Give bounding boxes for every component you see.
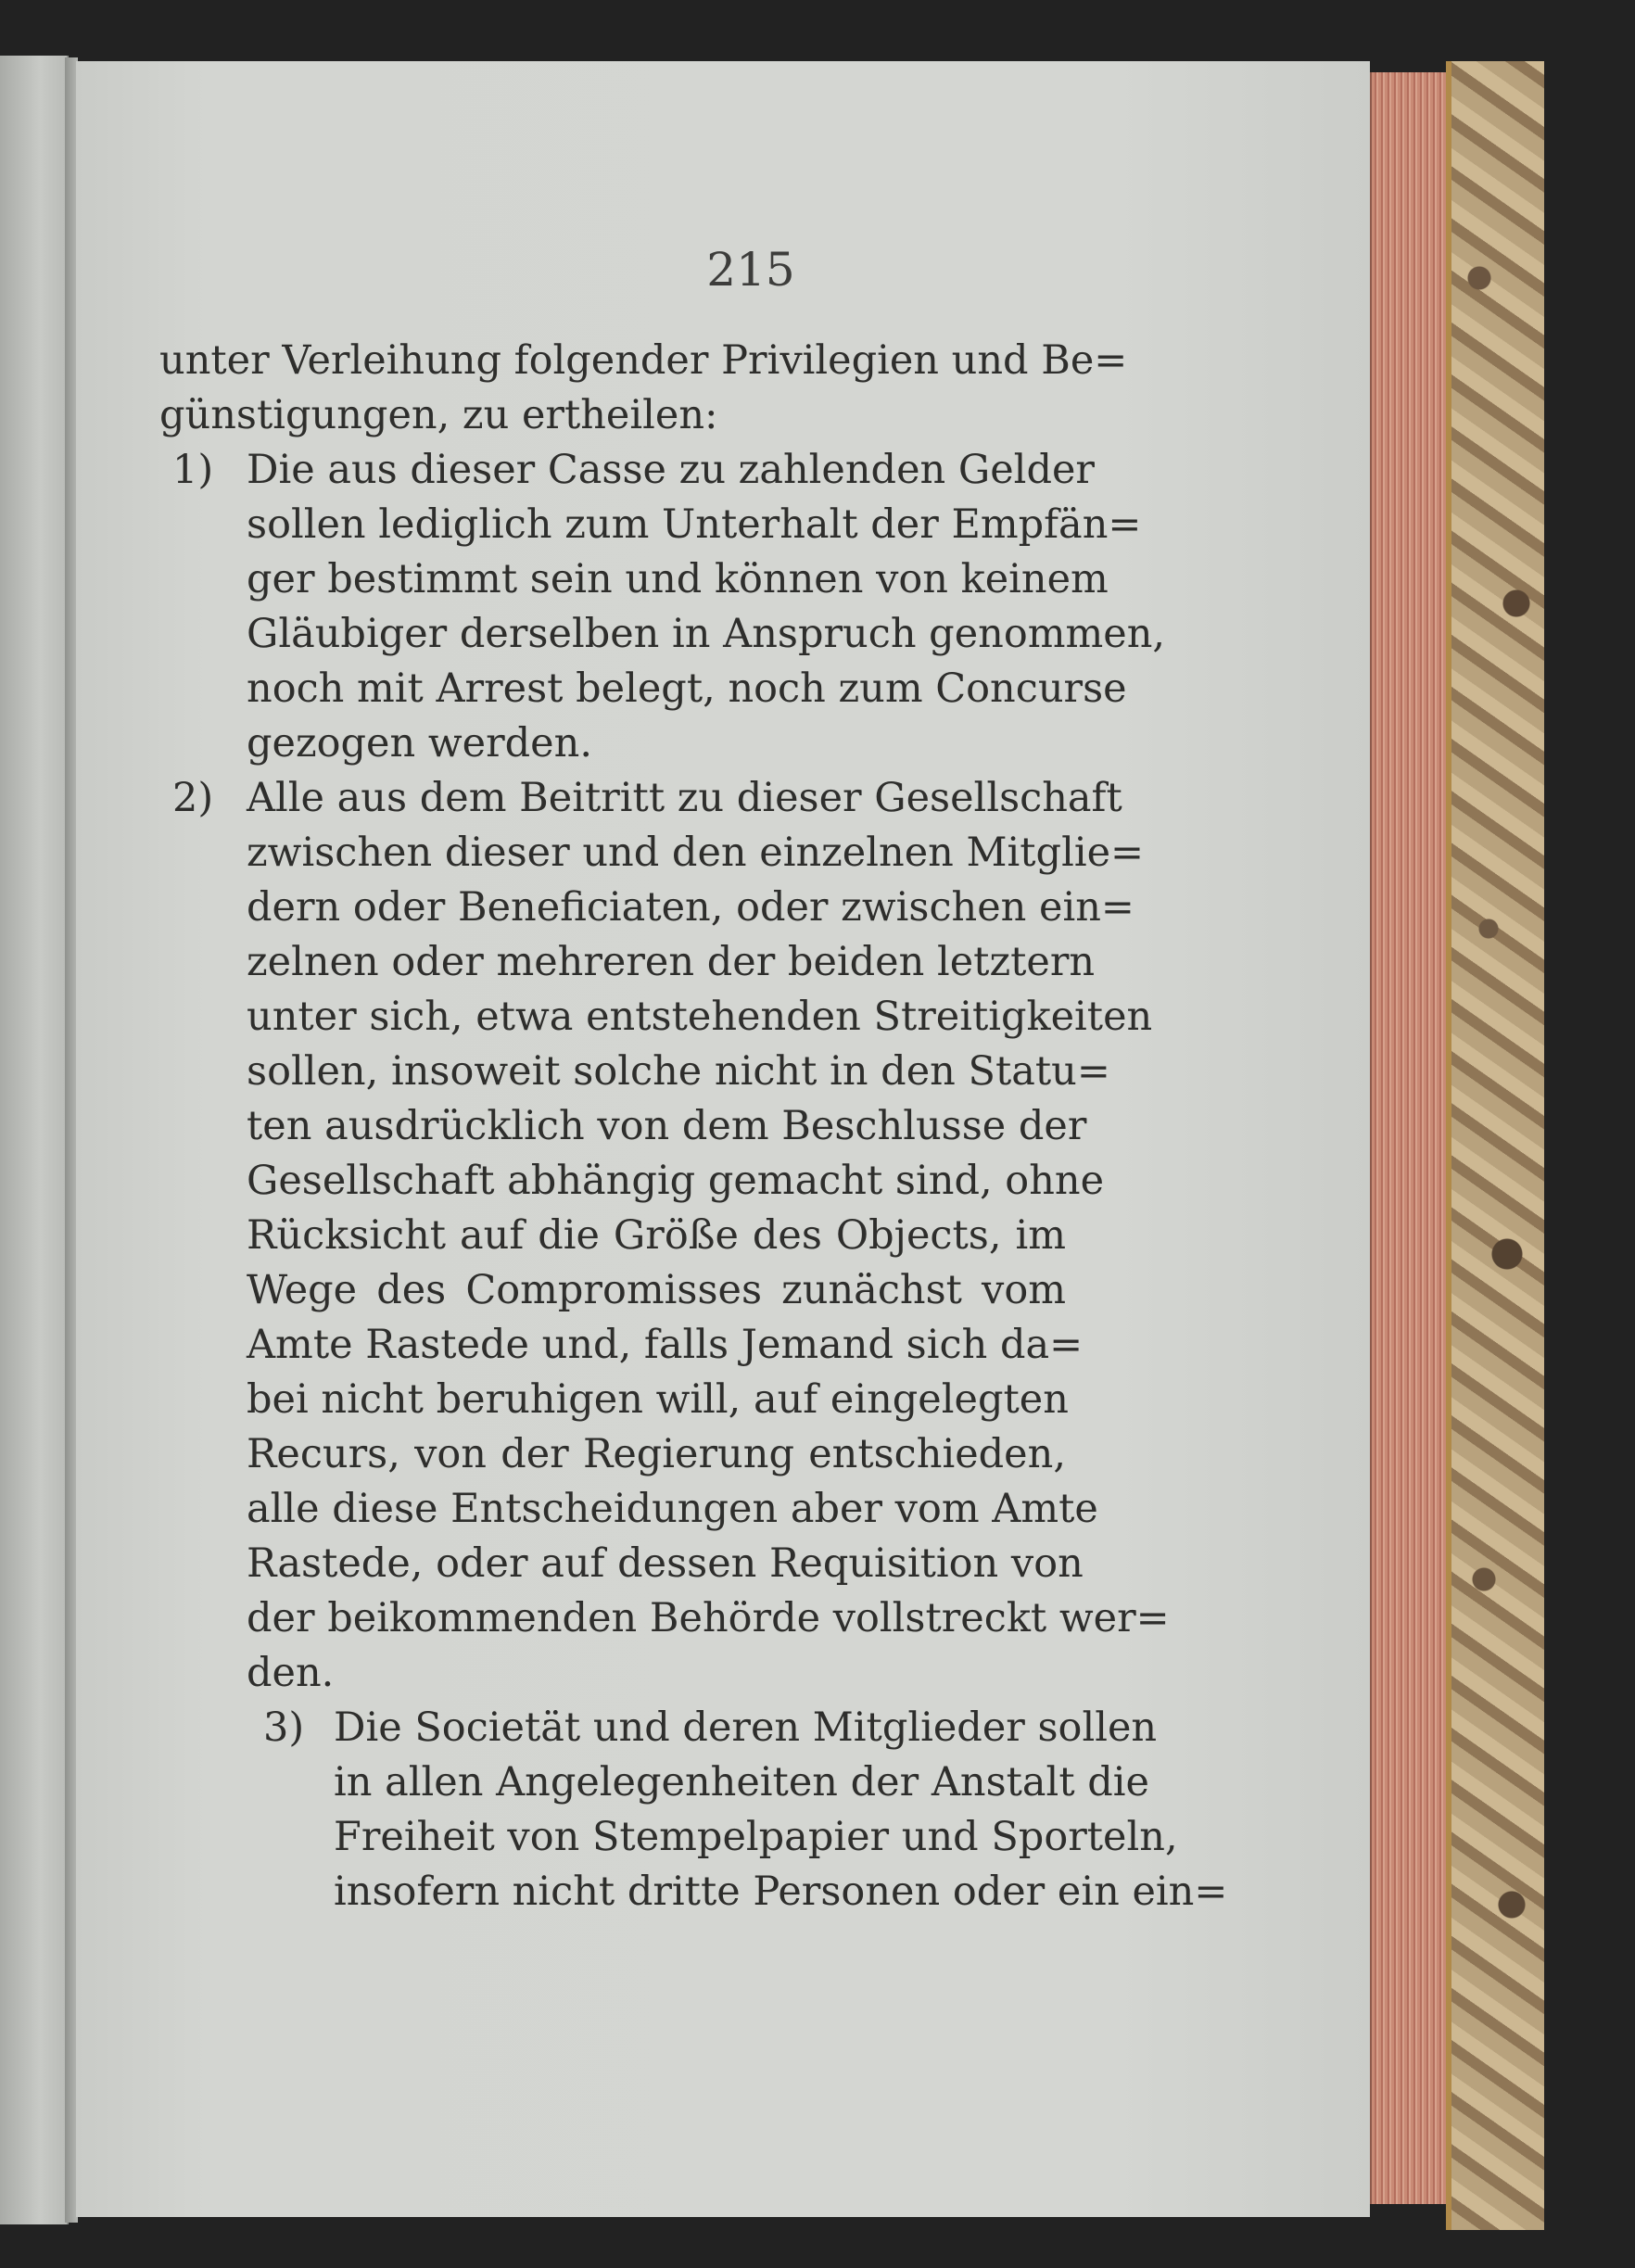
text-line: unter sich, etwa entstehenden Streitigkeiten [247,994,1153,1040]
text-line: Wege des Compromisses zunächst vom [247,1267,1066,1313]
text-line: zwischen dieser und den einzelnen Mitglie= [247,830,1145,876]
text-line: sollen, insoweit solche nicht in den Statu= [247,1048,1110,1095]
text-line: dern oder Beneficiaten, oder zwischen ein= [247,884,1134,931]
list-marker: 2) [172,775,214,821]
text-line: Gesellschaft abhängig gemacht sind, ohne [247,1158,1105,1204]
text-line: insofern nicht dritte Personen oder ein ein= [334,1869,1228,1915]
list-marker: 1) [172,447,214,493]
text-line: ten ausdrücklich von dem Beschlusse der [247,1103,1087,1149]
text-line: Recurs, von der Regierung entschieden, [247,1431,1066,1477]
text-line: Rücksicht auf die Größe des Objects, im [247,1212,1066,1259]
text-line: Die Societät und deren Mitglieder sollen [334,1704,1158,1751]
previous-page-edge [0,56,69,2224]
text-line: Alle aus dem Beitritt zu dieser Gesellschaft [247,775,1122,821]
list-marker: 3) [263,1704,305,1751]
text-line: alle diese Entscheidungen aber vom Amte [247,1486,1098,1532]
text-line: zelnen oder mehreren der beiden letztern [247,939,1096,985]
list-item-2 [159,771,1170,1701]
text-line: den. [247,1650,335,1696]
text-line: Gläubiger derselben in Anspruch genommen, [247,611,1166,657]
text-line: ger bestimmt sein und können von keinem [247,556,1109,602]
text-line: Freiheit von Stempelpapier und Sporteln, [334,1814,1178,1860]
text-line: noch mit Arrest belegt, noch zum Concurse [247,665,1127,712]
text-line: bei nicht beruhigen will, auf eingelegten [247,1376,1069,1423]
text-line: der beikommenden Behörde vollstreckt wer= [247,1595,1170,1641]
page-number: 215 [706,243,795,297]
text-line: Die aus dieser Casse zu zahlenden Gelder [247,447,1095,493]
list-item-1 [159,443,1166,771]
text-line: Rastede, oder auf dessen Requisition von [247,1540,1084,1587]
marbled-cover [1451,61,1544,2230]
text-line: sollen lediglich zum Unterhalt der Empfän= [247,501,1142,548]
page-block-edges [1370,72,1453,2204]
text-line: gezogen werden. [247,720,592,767]
text-line: unter Verleihung folgender Privilegien und Be= [159,337,1128,384]
list-item-3 [159,1701,1228,1920]
body-text [159,334,1228,1920]
text-line: in allen Angelegenheiten der Anstalt die [334,1759,1149,1806]
text-line: günstigungen, zu ertheilen: [159,392,718,438]
text-line: Amte Rastede und, falls Jemand sich da= [247,1322,1084,1368]
